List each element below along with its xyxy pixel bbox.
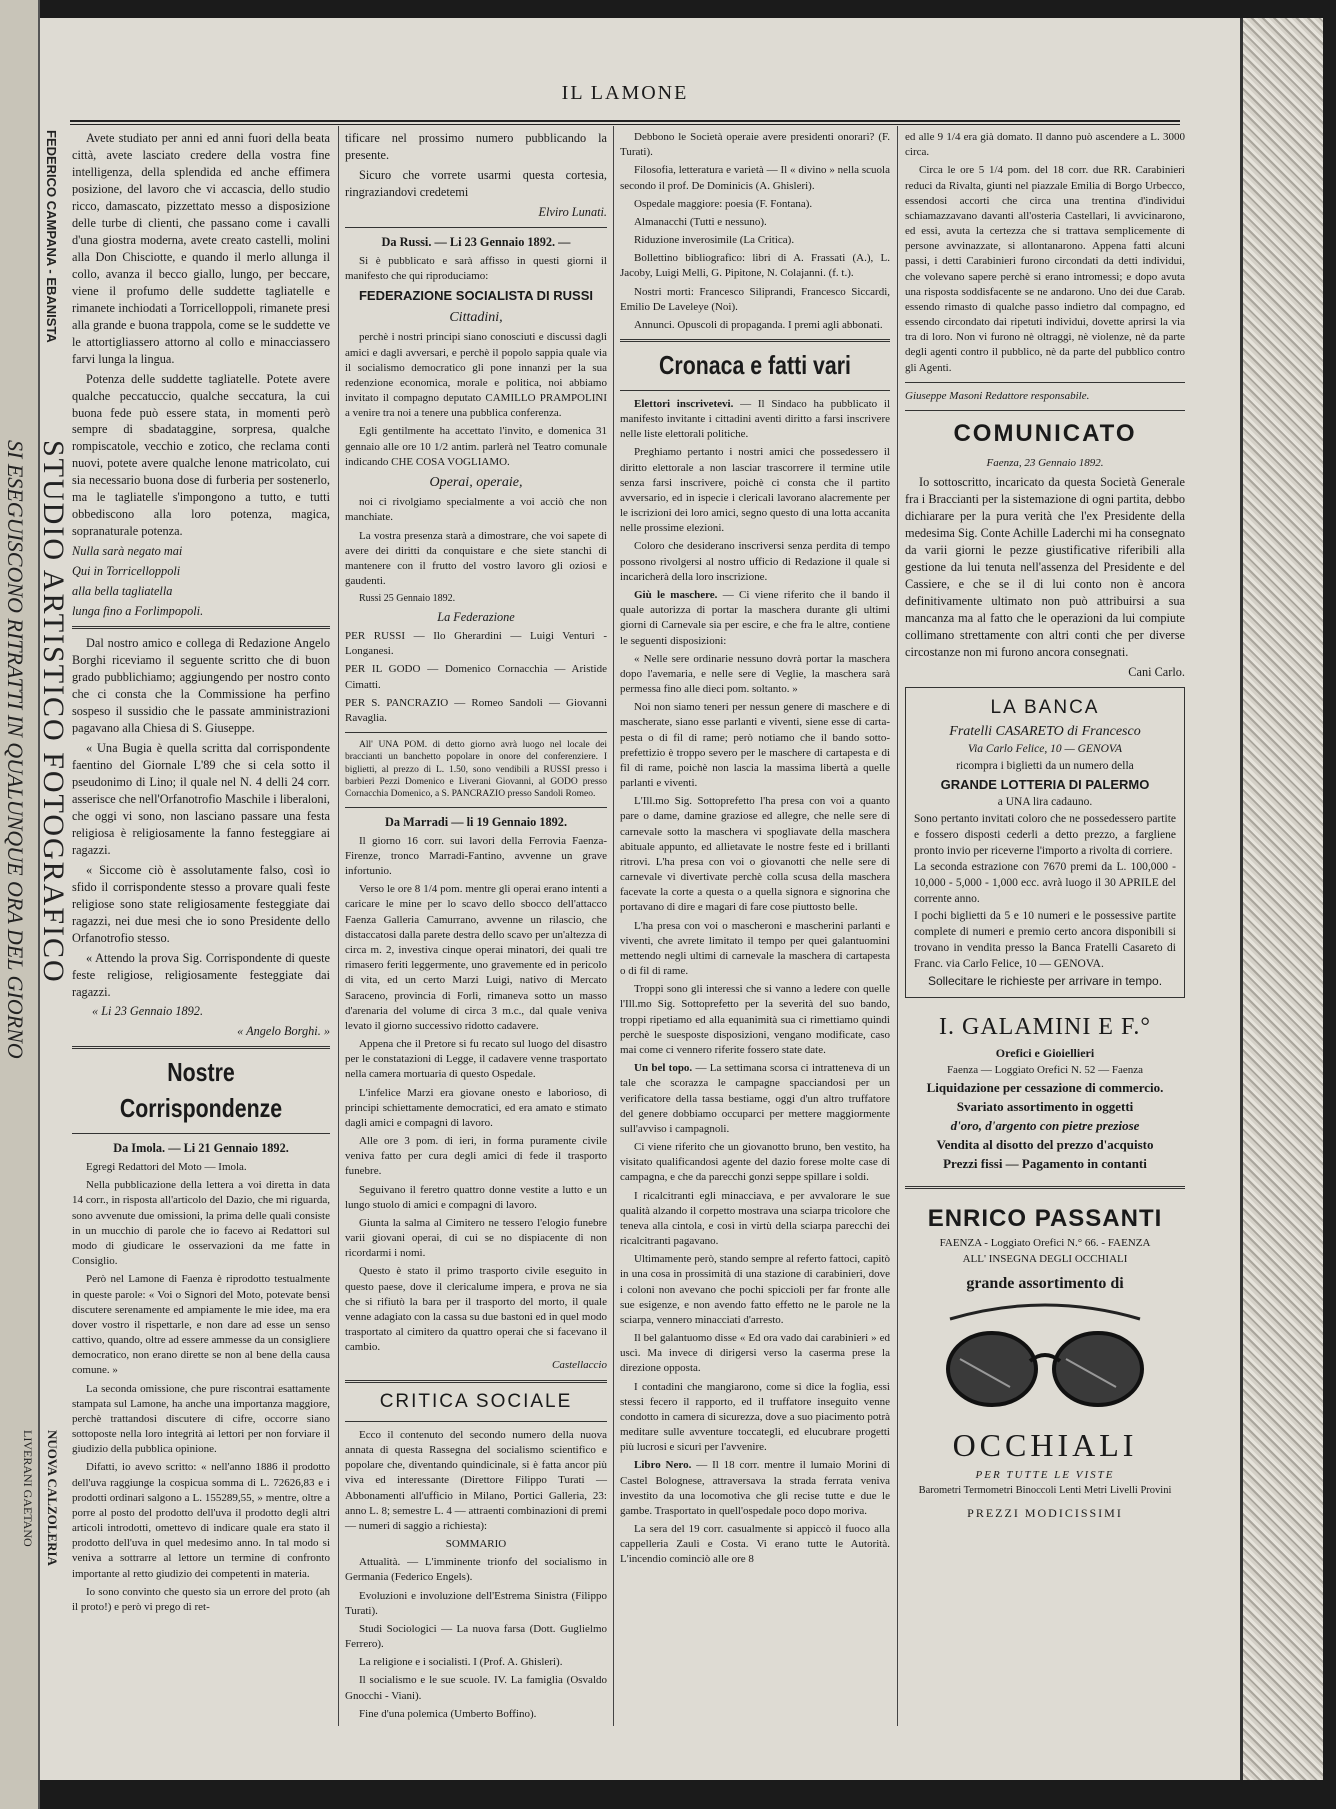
signature: Castellaccio [552,1359,607,1372]
sommario-item: Attualità. — L'imminente trionfo del socialismo in Germania (Federico Engels). [345,1556,607,1584]
paragraph: Alle ore 3 pom. di ieri, in forma puramente civile veniva fatto per cura degli amici di fede il trasporto funebre. [345,1135,607,1178]
ad-galamini [905,1004,1185,1180]
section-rule [620,390,890,391]
sommario-item: Debbono le Società operaie avere presidenti onorari? (F. Turati). [620,131,890,159]
paragraph: L'ha presa con voi o mascheroni e mascherini parlanti e viventi, che avrete limitato il tempo per quei galantuomini mettendo negli ultimi di carnevale la maschera di cartapesta o di fil di rame. [620,919,890,978]
paragraph: I contadini che mangiarono, come si dice la foglia, essi stessi fecero il rapporto, ed il truffatore inseguito venne condotto in camera di sicurezza, dove a suo piacimento potrà meditare sulle avventure toccategli, ed elucubrare progetti più lucrosi e sicuri per l'avvenire. [620,1380,890,1454]
signatory-line: PER RUSSI — Ilo Gherardini — Luigi Venturi - Longanesi. [345,630,607,658]
item-heading: Libro Nero. [634,1459,692,1472]
verse-line: Qui in Torricelloppoli [72,564,181,579]
paragraph: Sicuro che vorrete usarmi questa cortesia, ringraziandovi credetemi [345,167,607,199]
ad-line: Vendita al disotto del prezzo d'acquisto [936,1136,1154,1152]
section-rule [72,1133,330,1134]
ad-subtitle: Orefici e Gioiellieri [995,1046,1095,1061]
paragraph: Potenza delle suddette tagliatelle. Potete avere qualche peccatuccio, qualche seccatura, la cui buona fede può essere stata, in momenti però sempre di sbadataggine, sorpresa, qualche rompiscatole, vecchio e zotico, che reclama conti nuovi, potete avere qualche lenone matricolato, cui sia necessario buona dose di furberia per sostenerlo, ma le tagliatelle s'impongono a tutto, e tutti obbediscono alla loro potenza, magica, sopranaturale potenza. [72,371,330,539]
ad-address: Via Carlo Felice, 10 — GENOVA [967,743,1123,756]
paragraph: I ricalcitranti egli minacciava, e per avvalorare le sue qualità alzando il corpetto mostrava una sciarpa tricolore che teneva alla cintola, e così in virtù della sciarpa parecchi dei ricalcitranti pagavano. [620,1189,890,1248]
item-heading: Un bel topo. [634,1062,693,1075]
paragraph: Circa le ore 5 1/4 pom. del 18 corr. due RR. Carabinieri reduci da Rivalta, giunti nel piazzale Emilia di Borgo Urbecco, essendosi accorti che circa una trentina d'individui schiamazzavano davanti all'osteria Castellari, li avvicinarono, ed essi, avuta la certezza che si trattava semplicemente di persone avvinazzate, si allontanarono. Appena fatti alcuni passi, i detti Carabinieri furono circondati da detti individui, che volevano sapere perchè si erano intromessi; e dopo avuta una risposta soddisfacente se ne andarono. Uno dei due Carab. essendo rimasto di qualche passo indietro dal compagno, ed essendo circondato dai ripetuti individui, dovette aprirsi la via tra di loro. Non vi furono nè oltraggi, nè violenze, nè da parte degli agenti contro il pubblico, nè da parte del pubblico contro gli Agenti. [905,164,1185,374]
signatory-line: PER IL GODO — Domenico Cornacchia — Aristide Cimatti. [345,663,607,691]
section-rule [905,410,1185,411]
spine-calzoleria: NUOVA CALZOLERIA [45,1430,60,1566]
sommario-item: Bollettino bibliografico: libri di A. Frassati (A.), L. Jacoby, Luigi Melli, G. Pipitone, N. Colajanni. (f. t.). [620,252,890,280]
dateline-marradi: Da Marradi — li 19 Gennaio 1892. [384,814,568,829]
sommario-item: Annunci. Opuscoli di propaganda. I premi agli abbonati. [634,318,883,331]
paragraph: ed alle 9 1/4 era già domato. Il danno può ascendere a L. 3000 circa. [905,131,1185,159]
sommario-item: La religione e i socialisti. I (Prof. A. Ghisleri). [359,1656,563,1669]
paragraph: Giunta la salma al Cimitero ne tessero l'elogio funebre varii giovani operai, di cui se no dispiacente di non ricordarmi i nomi. [345,1216,607,1260]
paragraph: tificare nel prossimo numero pubblicando la presente. [345,131,607,162]
manifesto-salutation: Cittadini, [449,310,503,326]
section-title-corrispondenze: Nostre Corrispondenze [119,1057,283,1124]
section-title-cronaca: Cronaca e fatti vari [659,350,851,381]
sommario-item: Studi Sociologici — La nuova farsa (Dott. Guglielmo Ferrero). [345,1622,607,1651]
item-text: — Ci viene riferito che il bando il quale autorizza di portar la maschera durante gli ultimi giorni di Carnevale sia per escire, e che fra le altre, contiene le seguenti disposizioni: [620,589,890,647]
ad-line: ricompra i biglietti da un numero della [956,760,1134,773]
ad-line: OCCHIALI [952,1427,1138,1464]
dateline-imola: Da Imola. — Li 21 Gennaio 1892. [113,1141,289,1156]
sommario-item: Riduzione inverosimile (La Critica). [634,234,795,247]
ad-title: I. GALAMINI E F.° [939,1014,1151,1041]
ad-line: grande assortimento di [966,1274,1124,1292]
ad-address: FAENZA - Loggiato Orefici N.° 66. - FAENZA [939,1236,1151,1249]
column-divider [338,126,339,1726]
ad-passanti [905,1195,1185,1529]
manifesto-salutation: Operai, operaie, [429,474,523,490]
column-2 [345,130,607,1725]
section-rule [345,732,607,733]
paragraph: Nella pubblicazione della lettera a voi diretta in data 14 corr., in risposta all'articolo del Dazio, che mi riguarda, sono avvenute due omissioni, la prima delle quali consiste in un mucchio di parole che io facevo ai Redattori sul modo di giudicare le osservazioni da me fatte in Consiglio. [72,1179,330,1268]
ad-line: I pochi biglietti da 5 e 10 numeri e le possessive partite complete di numeri e premio certo ancora disponibili si trovano in vendita presso la Banca Fratelli Casareto di Franc. via Carlo Felice, 10 — GENOVA. [914,910,1176,970]
manifesto-title: FEDERAZIONE SOCIALISTA DI RUSSI [358,288,593,304]
book-edge-binding [1240,18,1323,1780]
signatory-line: PER S. PANCRAZIO — Romeo Sandoli — Giovanni Ravaglia. [345,696,607,724]
paragraph: Preghiamo pertanto i nostri amici che possedessero il diritto elettorale a non lasciar trascorrere il termine utile senza farsi inscrivere, poichè ci consta che il partito avversario, ed in ispecie i clericali lavorano alacremente per le iscrizioni dei loro amici, segno questo di una lotta accanita nelle prossime elezioni. [620,446,890,535]
dateline-russi: Da Russi. — Li 23 Gennaio 1892. — [381,234,571,249]
paragraph: L'Ill.mo Sig. Sottoprefetto l'ha presa con voi a quanto pare o dame, damine graziose ed allegre, che nelle sere di carnevale sotto la maschera vi spogliavate della maschera abituale appunto, ed allietavate le nostre feste ed i brillanti ritrovi. L'ha presa con voi o giovanotti che nelle sere di carnevale vi divertivate perchè colla scusa della maschera facevate la corte a questa o a quella signora e signorina che portavano di dire e magari di fare cose piuttosto belle. [620,795,890,914]
column-divider [897,126,898,1726]
ad-line: ALL' INSEGNA DEGLI OCCHIALI [962,1252,1128,1265]
section-rule [72,626,330,629]
sommario-item: Il socialismo e le sue scuole. IV. La famiglia (Osvaldo Gnocchi - Viani). [345,1674,607,1702]
section-title-comunicato: COMUNICATO [953,419,1137,447]
paragraph: noi ci rivolgiamo specialmente a voi acciò che non manchiate. [345,496,607,524]
salutation: Egregi Redattori del Moto — Imola. [86,1161,247,1174]
item-text: — Il 18 corr. mentre il lumaio Morini di Castel Bolognese, attraversava la strada ferrata veniva investito da una locomotiva che gli recise tutte e due le gambe. Trasportato in quell'ospedale poco dopo moriva. [620,1459,891,1517]
sommario-item: Nostri morti: Francesco Siliprandi, Francesco Siccardi, Emilio De Laveleye (Noi). [620,285,890,313]
paragraph: La seconda omissione, che pure riscontrai esattamente stampata sul Lamone, ha anche una importanza maggiore, perchè trattandosi discutere di cifre, occorre siano sottoposte nella loro integrità ai lettori per non forviare il giudizio della pubblica opinione. [72,1382,330,1456]
paragraph: L'infelice Marzi era giovane onesto e laborioso, di principi schiettamente democratici, ed era amato e stimato dagli amici e compagni di lavoro. [345,1086,607,1129]
verse-line: lunga fino a Forlimpopoli. [72,604,204,619]
paragraph: Però nel Lamone di Faenza è riprodotto testualmente in queste parole: « Voi o Signori del Moto, potevate bensì discutere serenamente ed ampiamente le mie idee, ma era dover vostro il rispettarle, e non dare ad esse un senso cattivo, quando, oltre ad essere ammesse da un consigliere democratico, non erano dirette se non al bene della causa comune. » [72,1273,330,1377]
paragraph: Ecco il contenuto del secondo numero della nuova annata di questa Rassegna del socialismo scientifico e popolare che, diventando quindicinale, si è fatta ancor più viva ed interessante (Direttore Filippo Turati — Abbonamenti all'ufficio in Milano, Portici Galleria, 23: anno L. 8; semestre L. 4 — attraenti combinazioni di premi — numeri di saggio a richiesta): [345,1428,607,1532]
paragraph: Il bel galantuomo disse « Ed ora vado dai carabinieri » ed uscì. Ma invece di dirigersi verso la caserma prese la direzione opposta. [620,1332,890,1375]
paragraph: La sera del 19 corr. casualmente si appiccò il fuoco alla cappelleria Zauli e Costa. Vi erano tutte le Autorità. L'incendio cominciò alle ore 8 [620,1523,890,1566]
paragraph: Ci viene riferito che un giovanotto bruno, ben vestito, ha visitato qualificandosi agente del dazio forese molte case di campagna, e che da parecchi gonzi seppe spillare i soldi. [620,1141,890,1184]
paragraph: Egli gentilmente ha accettato l'invito, e domenica 31 gennaio alle ore 10 1/2 antim. parlerà nel Teatro comunale indicando CHE COSA VOGLIAMO. [345,425,607,468]
manifesto-date: Russi 25 Gennaio 1892. [359,593,456,605]
ad-line: a UNA lira cadauno. [997,796,1093,809]
banquet-notice: All' UNA POM. di detto giorno avrà luogo nel locale dei braccianti un banchetto popolare in onore del conferenziere. I biglietti, al prezzo di L. 1.50, sono vendibili a RUSSI presso i barbieri Pezzi Domenico e Liverani Giovanni, al GODO presso Cornacchia Domenico, a S. PANCRAZIO presso Sandoli Romeo. [345,740,607,800]
paragraph: « Nelle sere ordinarie nessuno dovrà portar la maschera dopo l'avemaria, e nelle sere di Veglie, la maschera sarà permessa fino alle dieci pom. soltanto. » [620,652,890,696]
spine-liverani: LIVERANI GAETANO [21,1430,35,1547]
paragraph: Si è pubblicato e sarà affisso in questi giorni il manifesto che qui riproduciamo: [345,254,607,282]
ad-line: Barometri Termometri Binoccoli Lenti Metri Livelli Provini [918,1485,1172,1497]
paragraph: La vostra presenza starà a dimostrare, che voi sapete di avere dei diritti da conquistare e che siete stanchi di mantenere con il frutto del vostro lavoro gli oziosi e gaudenti. [345,529,607,588]
paragraph: Appena che il Pretore si fu recato sul luogo del disastro per le constatazioni di Legge, il cadavere venne trasportato nella camera mortuaria di questo Ospedale. [345,1038,607,1081]
ad-line: Prezzi fissi — Pagamento in contanti [943,1155,1147,1171]
item-text: — Il Sindaco ha pubblicato il manifesto invitante i cittadini aventi diritto a farsi inscrivere nelle liste elettorali politiche. [620,397,890,441]
responsible-editor: Giuseppe Masoni Redattore responsabile. [905,389,1090,402]
paragraph: Difatti, io avevo scritto: « nell'anno 1886 il prodotto dell'uva raggiunge la cospicua somma di L. 72626,83 e i prodotti ordinari salgono a L. 155289,55, » mentre, oltre a porre al posto del prodotto dell'uva il prodotto degli altri articoli introdotti, omettevo di indicare quale era stato il prodotto dell'uva in quel medesimo anno. In tal modo si veniva a sottrarre al lettore un termine di confronto importante al retto giudizio dei competenti in materia. [72,1461,330,1580]
ad-line: La seconda estrazione con 7670 premi da L. 100,000 - 10,000 - 5,000 - 1,000 ecc. avrà luogo il 30 APRILE del corrente anno. [914,861,1176,906]
verse-line: alla bella tagliatella [72,584,173,599]
ad-line: Sollecitare le richieste per arrivare in tempo. [927,974,1163,989]
masthead-rule [70,120,1180,125]
ad-address: Faenza — Loggiato Orefici N. 52 — Faenza [946,1063,1144,1076]
letter-signature: « Angelo Borghi. » [237,1024,330,1039]
paragraph: « Una Bugia è quella scritta dal corrispondente faentino del Giornale L'89 che si cela sotto il pseudonimo di Lino; il quale nel N. 4 delli 24 corr. asserisce che nell'Orfanotrofio Maschile i liberaloni, che oggi vi sono, non lasciano passare una festa religiosa è religiosamente la fanno festeggiare ai ragazzi. [72,740,330,857]
sommario-heading: SOMMARIO [445,1538,507,1551]
item-heading: Giù le maschere. [634,589,718,601]
spine-studio-fotografico: STUDIO ARTISTICO FOTOGRAFICO [37,440,70,984]
sommario-item: Fine d'una polemica (Umberto Boffino). [359,1707,537,1720]
column-divider [613,126,614,1726]
ad-line: PER TUTTE LE VISTE [975,1469,1115,1482]
ad-line: d'oro, d'argento con pietre preziose [950,1117,1140,1133]
paragraph: Ultimamente però, stando sempre al referto fattoci, capitò in una cosa in prossimità di una stazione di carabinieri, dove i coloni non avevano che pochi spiccioli per far fronte alle sue esigenze, e non avendo fatto effetto ne le parole ne la sciarpa, vennero minacciati d'arresto. [620,1253,890,1326]
section-title-critica-sociale: CRITICA SOCIALE [379,1390,573,1412]
paragraph: Seguivano il feretro quattro donne vestite a lutto e un lungo stuolo di amici e compagni di lavoro. [345,1183,607,1211]
paragraph: Verso le ore 8 1/4 pom. mentre gli operai erano intenti a caricare le mine per lo scavo dello sbocco dell'attacco Faenza Galleria Camurrano, avvenne un rilascio, che distaccatosi dalla parete destra dello scavo per un'altezza di circa m. 2, investiva cinque operai minatori, dei quali tre rimasero feriti leggermente, uno gravemente ed in pericolo di vita, ed un certo Marzi Luigi, nativo di Mercato Saraceno, provincia di Forlì, rimaneva sotto un masso d'arenaria del volume di circa 3 m.c., dal quale veniva levato il giorno successivo ridotto cadavere. [345,883,607,1032]
ad-line: GRANDE LOTTERIA DI PALERMO [940,777,1150,793]
section-rule [345,227,607,228]
spine-ebanista: FEDERICO CAMPANA - EBANISTA [44,130,59,343]
ad-line: Svariato assortimento in oggetti [956,1098,1134,1114]
ad-banca-casareto [905,687,1185,998]
paragraph: Dal nostro amico e collega di Redazione Angelo Borghi riceviamo il seguente scritto che di buon grado pubblichiamo; aggiungendo per nostro conto che ci consta che la Commissione ha perfino sospeso il sussidio che le passate amministrazioni pagavano alla Chiesa di S. Giuseppe. [72,636,330,735]
paragraph: Questo è stato il primo trasporto civile eseguito in questo paese, dove il clericalume impera, e prova ne sia che si rifiutò la bara per il trasporto del morto, il quale venne adagiato con la cassa su due bastoni ed in quel modo trasportato al cimitero da quattro operai che si facevano il cambio. [345,1265,607,1354]
ad-line: Liquidazione per cessazione di commercio. [926,1079,1164,1095]
section-rule [72,1046,330,1049]
manifesto-signature: La Federazione [437,610,515,625]
section-rule [905,382,1185,383]
sommario-item: Filosofia, letteratura e varietà — Il « divino » nella scuola secondo il prof. De Dominicis (A. Ghisleri). [620,164,890,192]
comunicato-date: Faenza, 23 Gennaio 1892. [986,457,1104,470]
section-rule [345,1421,607,1422]
signature: Cani Carlo. [1128,664,1185,679]
masthead-title: IL LAMONE [561,82,689,104]
letter-date: « Li 23 Gennaio 1892. [92,1004,204,1019]
section-rule [905,1186,1185,1189]
paragraph: Io sottoscritto, incaricato da questa Società Generale fra i Braccianti per la sistemazione di ogni partita, debbo dichiarare per la pura verità che l'ex Presidente della medesima Sig. Conte Achille Laderchi mi ha consegnato da varii giorni le pezze giustificative riferibili alla gestione da lui tenuta nell'assenza del Presidente e del Cassiere, e che se il di lui conto non è ancora definitivamente ultimato non può attribuirsi a sua mancanza ma al fatto che le operazioni da lui compiute collimano strettamente con altri conti che per diverse circostanze non mi furono ancora consegnati. [905,475,1185,659]
paragraph: Il giorno 16 corr. sui lavori della Ferrovia Faenza-Firenze, tronco Marradi-Fantino, avvenne un grave infortunio. [345,834,607,878]
column-4 [905,130,1185,1534]
paragraph: « Siccome ciò è assolutamente falso, così io sfido il corrispondente stesso a provare quali feste religiose sono state religiosamente festeggiate dai ragazzi, nei due mesi che io sono Presidente dello Orfanotrofio stesso. [72,862,330,945]
sommario-item: Ospedale maggiore: poesia (F. Fontana). [634,197,813,210]
paragraph: Noi non siamo teneri per nessun genere di maschere e di mascherate, siano esse parlanti e viventi, siene esse di carta-pesta o di fil di rame; però notiamo che il bando sotto-prefettizio è troppo severo per le maschere di cartapesta e di fil di rame, poichè non lascia la massima libertà a quelle parlanti e viventi. [620,701,890,790]
column-1 [72,130,330,1618]
signature: Elviro Lunati. [538,204,607,219]
item-heading: Elettori inscrivetevi. [634,397,734,410]
ad-subtitle: Fratelli CASARETO di Francesco [949,724,1141,740]
section-rule [345,807,607,808]
ad-line: PREZZI MODICISSIMI [967,1505,1123,1520]
ad-title: ENRICO PASSANTI [927,1204,1163,1232]
spine-ritratti: SI ESEGUISCONO RITRATTI IN QUALUNQUE ORA DEL GIORNO [3,440,28,1059]
verse-line: Nulla sarà negato mai [72,544,183,559]
section-rule [345,1380,607,1383]
ad-line: Sono pertanto invitati coloro che ne possedessero partite e fossero disposti cederli a detto prezzo, a fargliene pronto invio per riceverne l'importo a rivolta di corriere. [914,812,1176,857]
spectacles-icon [930,1299,1160,1419]
paragraph: perchè i nostri principi siano conosciuti e discussi dagli amici e dagli avversari, e perchè il popolo sappia quale via il socialismo democratico gli pone innanzi per la sua redenzione economica, morale e politica, noi abbiamo invitato il compagno deputato CAMILLO PRAMPOLINI a venire tra noi a tenere una pubblica conferenza. [345,331,607,420]
paragraph: Troppi sono gli interessi che si vanno a ledere con quelle l'Ill.mo Sig. Sottoprefetto per la severità del suo bando, troppi ripetiamo ed alla equanimità sua ci rimettiamo quindi perchè le suesposte disposizioni, vengano modificate, caso mai come ci vennero riferite fossero state date. [620,983,890,1056]
sommario-item: Evoluzioni e involuzione dell'Estrema Sinistra (Filippo Turati). [345,1589,607,1617]
ad-title: LA BANCA [990,696,1100,718]
paragraph: Io sono convinto che questo sia un errore del proto (ah il proto!) e però vi prego di ret- [72,1585,330,1613]
column-3 [620,130,890,1571]
paragraph: « Attendo la prova Sig. Corrispondente di queste feste religiose, religiosamente festeggiate dai ragazzi. [72,950,330,999]
sommario-item: Almanacchi (Tutti e nessuno). [634,215,767,228]
item-text: — La settimana scorsa ci intratteneva di un tale che scorazza le campagne spacciandosi per un verificatore della tassa bestiame, oggi d'un altro truffatore del genere dobbiamo occuparci per mettere maggiormente sull'avviso i campagnoli. [620,1062,891,1135]
section-rule [620,339,890,342]
paragraph: Avete studiato per anni ed anni fuori della beata città, avete lasciato credere della vostra fine intelligenza, della splendida ed anche effimera posizione, del lavoro che vi accascia, dello studio ricco, damascato, pizzettato messo a disposizione delle turbe di clienti, che passano come i cavalli d'una giostra moderna, avete creato castelli, molini alla Don Chisciotte, e quando il merlo allunga il collo, avanza il becco giallo, lungo, per beccare, viene il profumo delle suddette tagliatelle e rimanete inchiodati a Torricelloppoli, rimanete presi alla grande e buona trappola, come se le suddette ve le attortigliassero attorno al collo e minacciassero farvi lunga la lingua. [72,131,330,366]
paragraph: Coloro che desiderano inscriversi senza perdita di tempo possono rivolgersi al nostro ufficio di Redazione il quale si incaricherà della loro inscrizione. [620,540,890,583]
